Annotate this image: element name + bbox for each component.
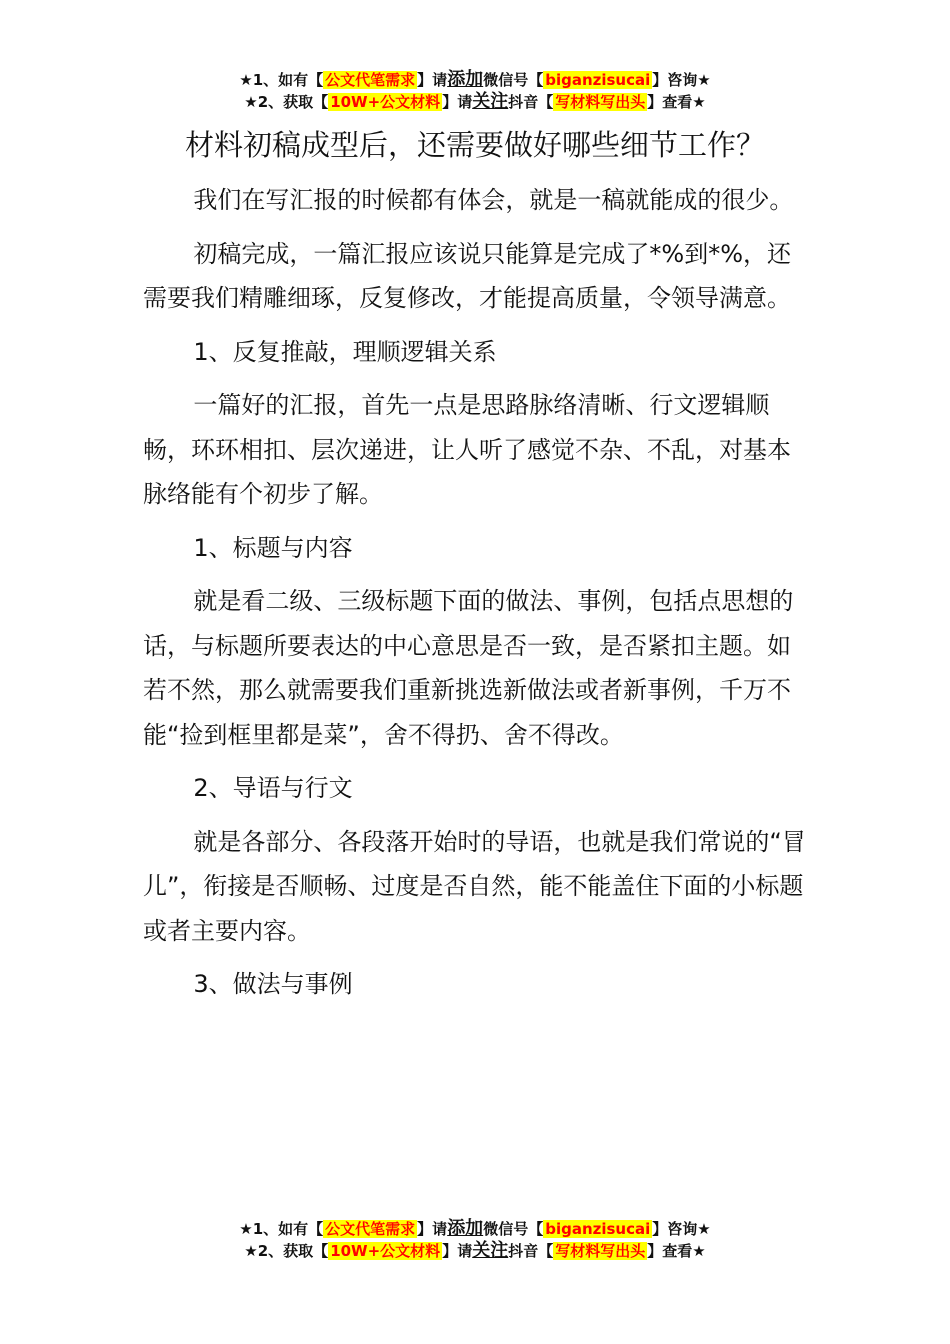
promo-banner-bottom	[0, 1218, 950, 1262]
promo-banner-top	[0, 69, 950, 113]
promo-highlight: 10W+公文材料	[330, 93, 441, 111]
promo-line-1: ★1、如有【 公文代笔需求 】请添加微信号【 biganzisucai 】咨询★	[239, 69, 711, 90]
promo-highlight: 公文代笔需求	[325, 1220, 416, 1238]
promo-highlight: biganzisucai	[545, 71, 651, 89]
section-heading: 2、导语与行文	[193, 774, 353, 802]
section-heading: 3、做法与事例	[193, 970, 353, 998]
paragraph: 一篇好的汇报，首先一点是思路脉络清晰、行文逻辑顺畅，环环相扣、层次递进，让人听了感觉不杂、不乱，对基本脉络能有个初步了解。	[143, 391, 791, 508]
paragraph: 就是看二级、三级标题下面的做法、事例，包括点思想的话，与标题所要表达的中心意思是否一致，是否紧扣主题。如若不然，那么就需要我们重新挑选新做法或者新事例，千万不能“捡到框里都是菜”，舍不得扔、舍不得改。	[143, 587, 794, 749]
paragraph: 初稿完成，一篇汇报应该说只能算是完成了*%到*%，还需要我们精雕细琢，反复修改，才能提高质量，令领导满意。	[143, 239, 791, 312]
document-body	[143, 178, 808, 1016]
promo-line-1: ★1、如有【 公文代笔需求 】请添加微信号【 biganzisucai 】咨询★	[239, 1218, 711, 1239]
section-heading: 1、反复推敲，理顺逻辑关系	[193, 337, 497, 366]
promo-highlight: 公文代笔需求	[325, 71, 416, 89]
promo-line-2: ★2、获取【 10W+公文材料 】请关注抖音【 写材料写出头 】查看★	[244, 91, 706, 112]
promo-highlight: 写材料写出头	[555, 93, 646, 111]
paragraph: 就是各部分、各段落开始时的导语，也就是我们常说的“冒儿”，衔接是否顺畅、过度是否自然，能不能盖住下面的小标题或者主要内容。	[143, 827, 806, 945]
promo-line-2: ★2、获取【 10W+公文材料 】请关注抖音【 写材料写出头 】查看★	[244, 1240, 706, 1261]
promo-highlight: 写材料写出头	[555, 1242, 646, 1260]
promo-highlight: 10W+公文材料	[330, 1242, 441, 1260]
promo-highlight: biganzisucai	[545, 1220, 651, 1238]
section-heading: 1、标题与内容	[193, 533, 353, 562]
document-title: 材料初稿成型后，还需要做好哪些细节工作？	[184, 128, 765, 162]
paragraph: 我们在写汇报的时候都有体会，就是一稿就能成的很少。	[193, 186, 794, 214]
